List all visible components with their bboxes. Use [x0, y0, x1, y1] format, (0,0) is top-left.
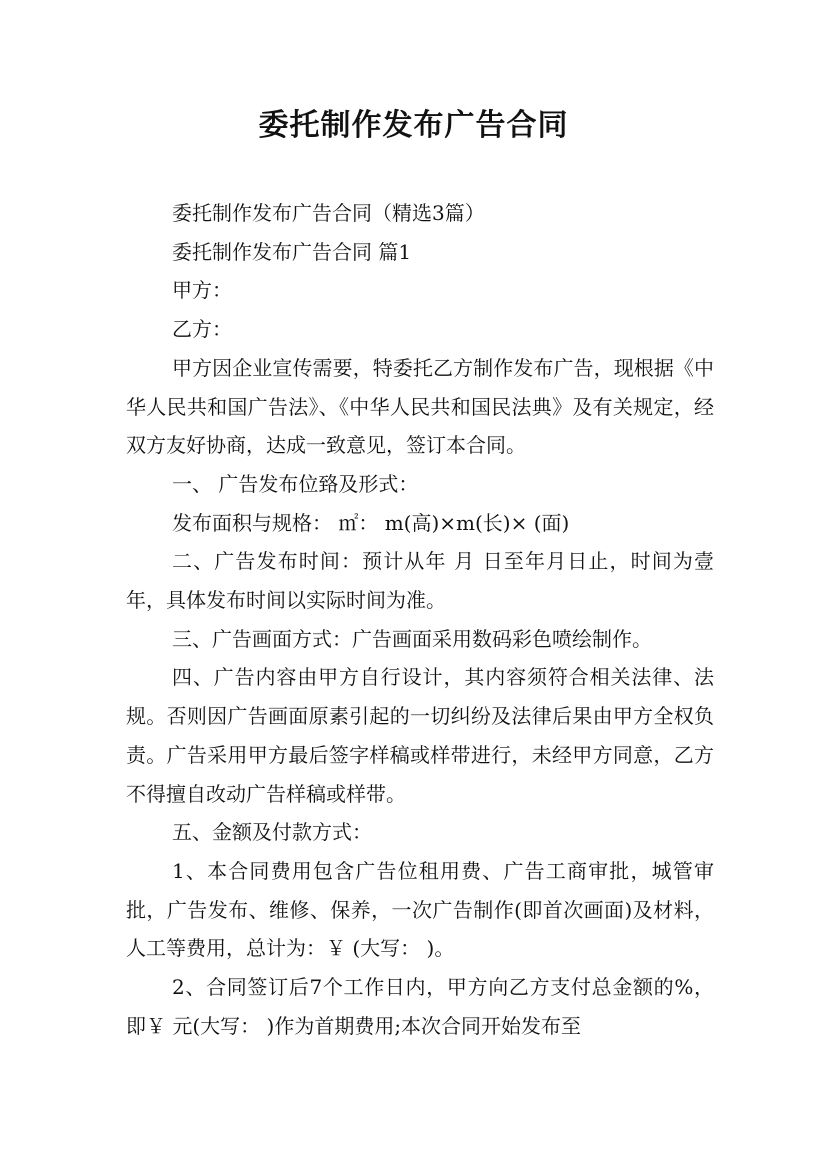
- document-title: 委托制作发布广告合同: [258, 108, 569, 143]
- paragraph-clause-5: 五、金额及付款方式：: [172, 820, 372, 845]
- paragraph-subtitle: 委托制作发布广告合同（精选3篇）: [172, 201, 485, 225]
- paragraph-item-1: 1、本合同费用包含广告位租用费、广告工商审批，城管审批，广告发布、维修、保养，一次广告制作(即首次画面)及材料，人工等费用，总计为：￥ (大写： )。: [126, 858, 714, 961]
- paragraph-clause-1: 一、 广告发布位臵及形式：: [172, 471, 419, 496]
- paragraph-item-2: 2、合同签订后7个工作日内，甲方向乙方支付总金额的%，即￥ 元(大写： )作为首期费用;本次合同开始发布至: [126, 975, 714, 1038]
- paragraph-clause-2: 二、广告发布时间：预计从年 月 日至年月日止，时间为壹年，具体发布时间以实际时间为准。: [126, 549, 714, 613]
- paragraph-chapter-heading: 委托制作发布广告合同 篇1: [172, 239, 412, 264]
- paragraph-party-b: 乙方：: [172, 317, 232, 342]
- document-body: [126, 194, 714, 1045]
- paragraph-clause-4: 四、广告内容由甲方自行设计，其内容须符合相关法律、法规。否则因广告画面原素引起的一切纠纷及法律后果由甲方全权负责。广告采用甲方最后签字样稿或样带进行，未经甲方同意，乙方不得擅自改动广告样稿或样带。: [126, 665, 714, 806]
- paragraph-preamble: 甲方因企业宣传需要，特委托乙方制作发布广告，现根据《中华人民共和国广告法》、《中华人民共和国民法典》及有关规定，经双方友好协商，达成一致意见，签订本合同。: [126, 355, 714, 458]
- paragraph-area-spec: 发布面积与规格： ㎡： m(高)×m(长)× (面): [172, 510, 570, 535]
- paragraph-clause-3: 三、广告画面方式：广告画面采用数码彩色喷绘制作。: [172, 626, 652, 651]
- paragraph-party-a: 甲方：: [172, 278, 232, 303]
